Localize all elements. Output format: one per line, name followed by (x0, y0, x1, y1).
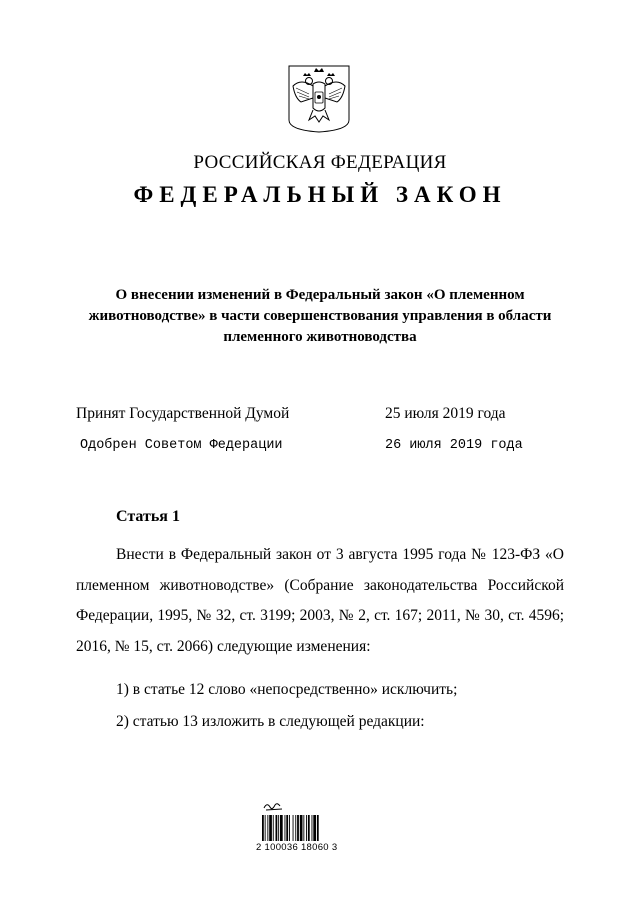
barcode-bar (293, 815, 294, 841)
law-title: О внесении изменений в Федеральный закон «О племенном животноводстве» в части совершенствования управления в области племенного животноводства (88, 287, 552, 345)
barcode-bar (280, 815, 283, 841)
adopted-label: Принят Государственной Думой (76, 405, 290, 422)
barcode-bar (262, 815, 264, 841)
barcode-bar (278, 815, 279, 841)
barcode-bar (306, 815, 307, 841)
barcode-bar (276, 815, 278, 841)
approved-date: 26 июля 2019 года (385, 438, 523, 453)
barcode-bar (317, 815, 319, 841)
barcode-bar (295, 815, 296, 841)
barcode-number: 2 100036 18060 3 (256, 842, 338, 853)
coat-of-arms-icon (287, 64, 351, 134)
document-type: ФЕДЕРАЛЬНЫЙ ЗАКОН (133, 182, 507, 207)
barcode-bar (297, 815, 299, 841)
barcode-bar (308, 815, 310, 841)
barcode-bar (273, 815, 274, 841)
article-intro: Внести в Федеральный закон от 3 августа 1995 года № 123-ФЗ «О племенном животноводстве» (Собрание законодательства Российской Федерации, 1995, № 32, ст. 3199; 2003, № 2, ст. 167; 2011, № 30, ст. 4596; 2016, № 15, ст. 2066) следующие изменения: (76, 546, 564, 655)
approved-label: Одобрен Советом Федерации (80, 438, 283, 453)
barcode-bar (267, 815, 268, 841)
article-item-2: 2) статью 13 изложить в следующей редакции: (116, 713, 425, 730)
handwritten-mark-icon (262, 800, 284, 812)
barcode-bar (286, 815, 288, 841)
barcode-icon (262, 815, 338, 841)
adopted-date: 25 июля 2019 года (385, 405, 506, 422)
country-name: РОССИЙСКАЯ ФЕДЕРАЦИЯ (193, 152, 447, 173)
barcode-bar (303, 815, 304, 841)
barcode-bar (285, 815, 286, 841)
barcode-bar (265, 815, 266, 841)
barcode-bar (312, 815, 313, 841)
barcode-bar (269, 815, 272, 841)
article-heading: Статья 1 (116, 508, 180, 525)
barcode-bar (289, 815, 290, 841)
barcode-bar (300, 815, 303, 841)
barcode-bar (313, 815, 316, 841)
article-item-1: 1) в статье 12 слово «непосредственно» исключить; (116, 681, 458, 698)
